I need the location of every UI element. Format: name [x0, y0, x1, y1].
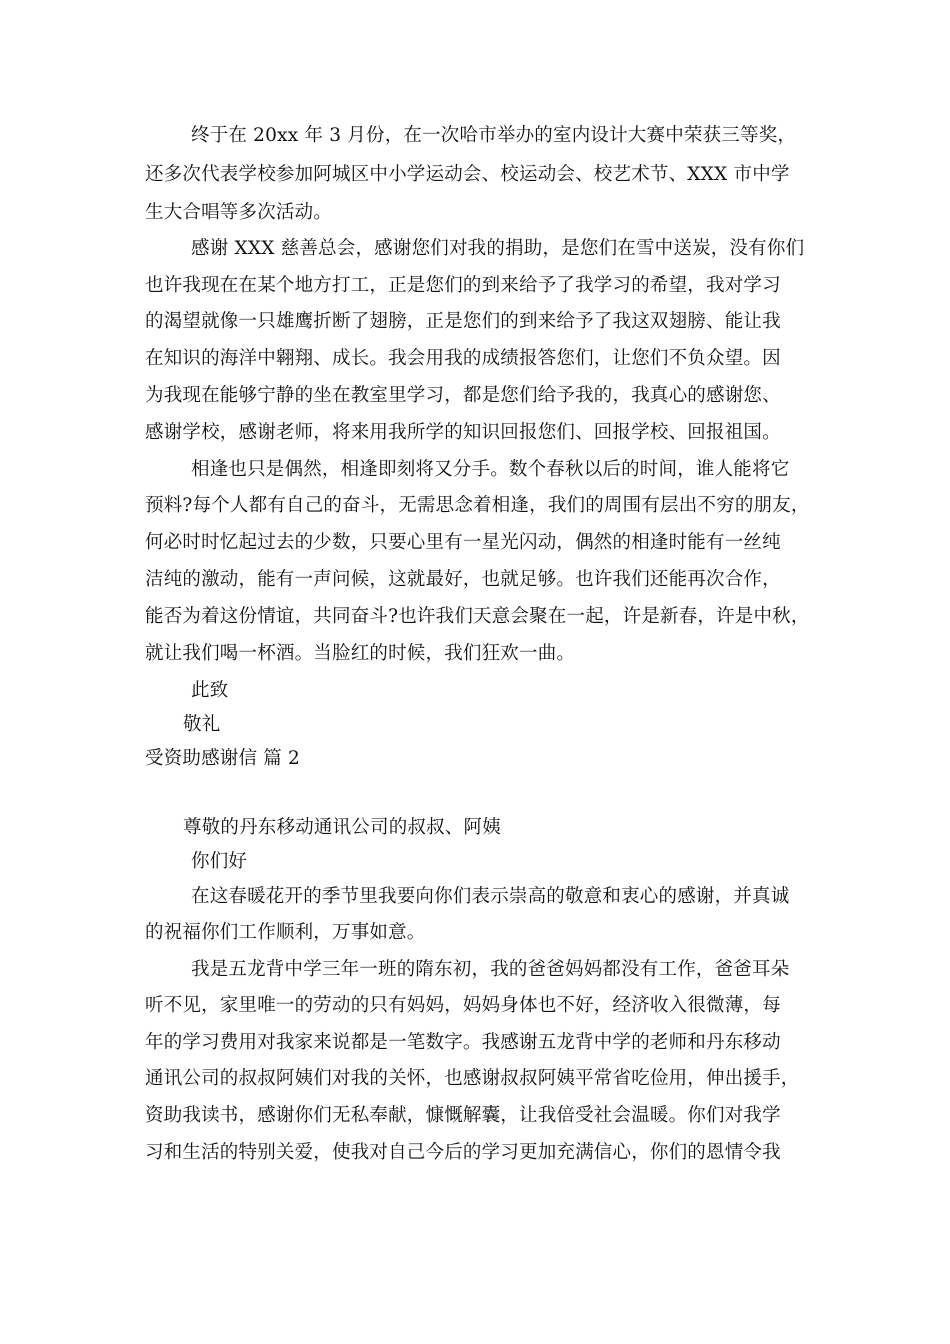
- body-text-line: 通讯公司的叔叔阿姨们对我的关怀，也感谢叔叔阿姨平常省吃俭用，伸出援手，: [145, 1068, 800, 1089]
- body-text-line: 听不见，家里唯一的劳动的只有妈妈，妈妈身体也不好，经济收入很微薄，每: [145, 995, 781, 1016]
- body-text-line: 洁纯的激动，能有一声问候，这就最好，也就足够。也许我们还能再次合作，: [145, 569, 781, 590]
- body-text-line: 预料?每个人都有自己的奋斗，无需思念着相逢，我们的周围有层出不穷的朋友，: [145, 495, 810, 516]
- body-text-line: 年的学习费用对我家来说都是一笔数字。我感谢五龙背中学的老师和丹东移动: [145, 1032, 781, 1053]
- letter-greeting: 你们好: [191, 851, 248, 872]
- body-text-line: 终于在 20xx 年 3 月份，在一次哈市举办的室内设计大赛中荣获三等奖，: [191, 125, 797, 146]
- body-text-line: 能否为着这份情谊，共同奋斗?也许我们天意会聚在一起，许是新春，许是中秋，: [145, 606, 810, 627]
- body-text-line: 习和生活的特别关爱，使我对自己今后的学习更加充满信心，你们的恩情令我: [145, 1142, 781, 1163]
- body-text-line: 感谢学校，感谢老师，将来用我所学的知识回报您们、回报学校、回报祖国。: [145, 422, 781, 443]
- body-text-line: 为我现在能够宁静的坐在教室里学习，都是您们给予我的，我真心的感谢您、: [145, 385, 781, 406]
- closing-regards: 敬礼: [183, 714, 221, 735]
- body-text-line: 生大合唱等多次活动。: [145, 202, 333, 223]
- body-text-line: 感谢 XXX 慈善总会，感谢您们对我的捐助，是您们在雪中送炭，没有你们: [191, 238, 805, 259]
- closing-salutation: 此致: [191, 680, 229, 701]
- body-text-line: 就让我们喝一杯酒。当脸红的时候，我们狂欢一曲。: [145, 643, 576, 664]
- letter-recipient: 尊敬的丹东移动通讯公司的叔叔、阿姨: [183, 817, 501, 838]
- body-text-line: 还多次代表学校参加阿城区中小学运动会、校运动会、校艺术节、XXX 市中学: [145, 164, 790, 185]
- body-text-line: 何必时时忆起过去的少数，只要心里有一星光闪动，偶然的相逢时能有一丝纯: [145, 532, 781, 553]
- body-text-line: 资助我读书，感谢你们无私奉献，慷慨解囊，让我倍受社会温暖。你们对我学: [145, 1105, 781, 1126]
- body-text-line: 相逢也只是偶然，相逢即刻将又分手。数个春秋以后的时间，谁人能将它: [191, 459, 790, 480]
- body-text-line: 在知识的海洋中翱翔、成长。我会用我的成绩报答您们，让您们不负众望。因: [145, 348, 781, 369]
- body-text-line: 在这春暖花开的季节里我要向你们表示崇高的敬意和衷心的感谢，并真诚: [191, 886, 790, 907]
- body-text-line: 的祝福你们工作顺利，万事如意。: [145, 922, 426, 943]
- section-heading: 受资助感谢信 篇 2: [145, 748, 301, 769]
- body-text-line: 我是五龙背中学三年一班的隋东初，我的爸爸妈妈都没有工作，爸爸耳朵: [191, 959, 790, 980]
- body-text-line: 的渴望就像一只雄鹰折断了翅膀，正是您们的到来给予了我这双翅膀、能让我: [145, 311, 781, 332]
- body-text-line: 也许我现在在某个地方打工，正是您们的到来给予了我学习的希望，我对学习: [145, 275, 781, 296]
